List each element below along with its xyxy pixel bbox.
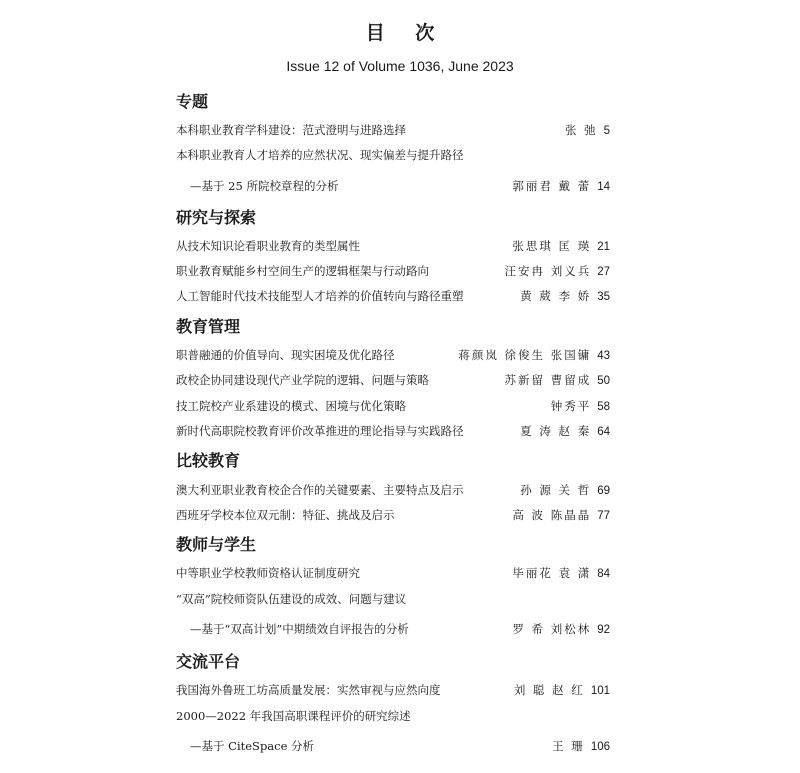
entry-page: 50 — [597, 375, 610, 387]
toc-entry[interactable] — [176, 237, 610, 255]
toc-entry-subtitle[interactable] — [176, 620, 610, 638]
entry-page: 58 — [597, 401, 610, 413]
entry-title: “双高”院校师资队伍建设的成效、问题与建议 — [176, 592, 407, 606]
entry-title: 职普融通的价值导向、现实困境及优化路径 — [176, 348, 395, 362]
entry-authors: 黄 葳 李 娇 — [520, 289, 592, 303]
toc-entry[interactable] — [176, 262, 610, 280]
entry-authors: 高 波 陈晶晶 — [512, 508, 592, 522]
entry-page: 106 — [590, 741, 610, 753]
toc-entry[interactable] — [176, 121, 610, 139]
entry-authors: 刘 聪 赵 红 — [513, 683, 585, 697]
entry-page: 101 — [590, 685, 610, 697]
entry-title: 职业教育赋能乡村空间生产的逻辑框架与行动路向 — [176, 264, 429, 278]
toc-entry[interactable] — [176, 146, 610, 164]
entry-page: 43 — [597, 350, 610, 362]
entry-title: —基于“双高计划”中期绩效自评报告的分析 — [190, 622, 409, 636]
toc-entry[interactable] — [176, 397, 610, 415]
entry-authors: 汪安冉 刘义兵 — [504, 264, 592, 278]
entry-authors: 张 弛 — [564, 123, 598, 137]
entry-title: 人工智能时代技术技能型人才培养的价值转向与路径重塑 — [176, 289, 464, 303]
entry-title: 2000—2022 年我国高职课程评价的研究综述 — [176, 709, 411, 723]
toc-entry[interactable] — [176, 481, 610, 499]
section-heading: 专题 — [176, 92, 209, 111]
toc-entry[interactable] — [176, 707, 610, 725]
section-heading: 比较教育 — [176, 451, 241, 470]
entry-title: 从技术知识论看职业教育的类型属性 — [176, 239, 360, 253]
section-heading: 教师与学生 — [176, 535, 257, 554]
toc-entry[interactable] — [176, 564, 610, 582]
section-heading: 研究与探索 — [176, 208, 257, 227]
entry-title: 我国海外鲁班工坊高质量发展：实然审视与应然向度 — [176, 683, 441, 697]
entry-authors: 夏 涛 赵 秦 — [520, 424, 592, 438]
toc-entry[interactable] — [176, 506, 610, 524]
toc-entry[interactable] — [176, 422, 610, 440]
entry-authors: 孙 源 关 哲 — [520, 483, 592, 497]
entry-page: 35 — [597, 291, 610, 303]
entry-page: 92 — [597, 624, 610, 636]
page-title: 目 次 — [365, 22, 447, 44]
section-heading: 交流平台 — [176, 652, 241, 671]
entry-title: 西班牙学校本位双元制：特征、挑战及启示 — [176, 508, 395, 522]
entry-page: 84 — [597, 568, 610, 580]
entry-page: 21 — [597, 241, 610, 253]
entry-authors: 罗 希 刘松林 — [512, 622, 592, 636]
entry-page: 77 — [597, 510, 610, 522]
entry-title: —基于 25 所院校章程的分析 — [190, 179, 339, 193]
section-heading: 教育管理 — [176, 317, 241, 336]
toc-entry[interactable] — [176, 681, 610, 699]
entry-page: 64 — [597, 426, 610, 438]
entry-authors: 毕丽花 袁 潇 — [512, 566, 592, 580]
issue-line: Issue 12 of Volume 1036, June 2023 — [286, 58, 514, 74]
entry-authors: 蒋颜岚 徐俊生 张国镛 — [458, 348, 592, 362]
toc-entry[interactable] — [176, 371, 610, 389]
entry-page: 69 — [597, 485, 610, 497]
entry-title: 政校企协同建设现代产业学院的逻辑、问题与策略 — [176, 373, 429, 387]
entry-title: 新时代高职院校教育评价改革推进的理论指导与实践路径 — [176, 424, 464, 438]
entry-authors: 王 珊 — [552, 739, 585, 753]
entry-title: 本科职业教育人才培养的应然状况、现实偏差与提升路径 — [176, 148, 464, 162]
entry-title: 本科职业教育学科建设：范式澄明与进路选择 — [176, 123, 406, 137]
entry-title: 技工院校产业系建设的模式、困境与优化策略 — [176, 399, 406, 413]
entry-authors: 张思琪 匡 瑛 — [512, 239, 592, 253]
toc-entry-subtitle[interactable] — [176, 177, 610, 195]
entry-title: 中等职业学校教师资格认证制度研究 — [176, 566, 360, 580]
entry-title: —基于 CiteSpace 分析 — [190, 739, 315, 753]
entry-authors: 苏新留 曹留成 — [504, 373, 592, 387]
entry-authors: 钟秀平 — [550, 399, 592, 413]
toc-entry[interactable] — [176, 590, 610, 608]
toc-entry-subtitle[interactable] — [176, 737, 610, 755]
entry-page: 14 — [597, 181, 610, 193]
toc-entry[interactable] — [176, 346, 610, 364]
entry-page: 27 — [597, 266, 610, 278]
toc-entry[interactable] — [176, 287, 610, 305]
entry-title: 澳大利亚职业教育校企合作的关键要素、主要特点及启示 — [176, 483, 464, 497]
entry-authors: 郭丽君 戴 蕾 — [512, 179, 592, 193]
entry-page: 5 — [603, 125, 610, 137]
